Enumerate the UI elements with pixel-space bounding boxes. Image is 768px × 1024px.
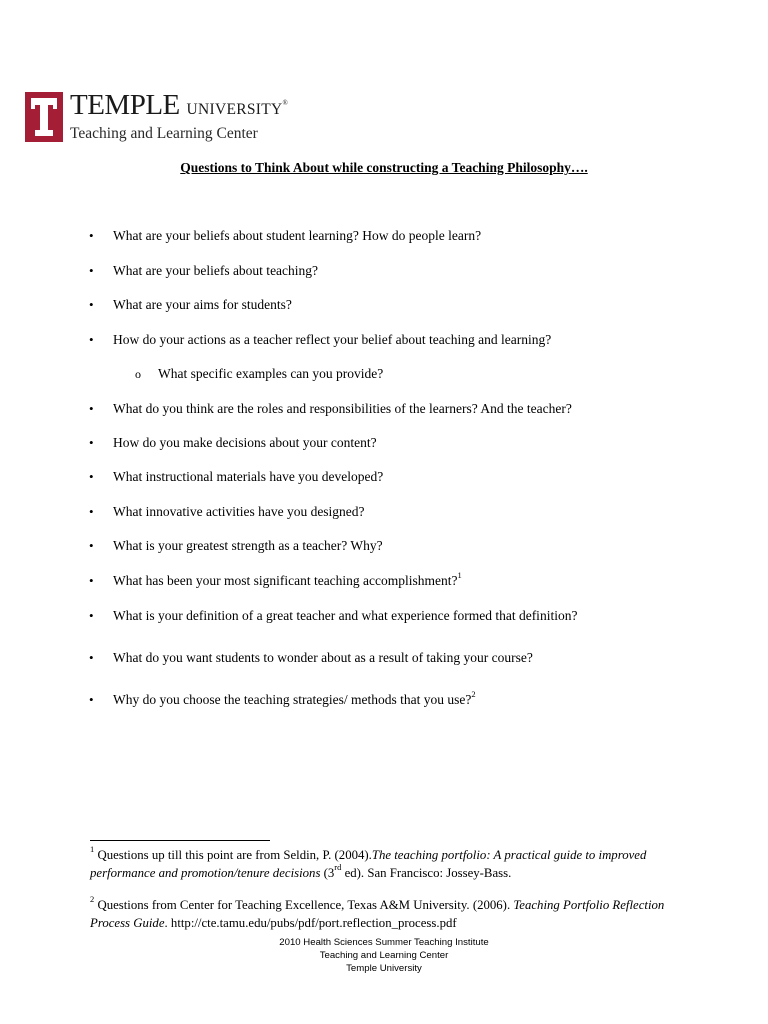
footnote-2: $^2$ Questions from Center for Teaching Excellence, Texas A&M University. (2006). Teaching Portfolio Reflection Process Guide. http://cte.tamu.edu/pubs/pdf/port.reflection_process.pdf [90,893,665,930]
question-item: • What are your beliefs about student learning? How do people learn? [89,228,482,243]
question-item: • What are your aims for students? [89,297,292,312]
logo-wordmark: TEMPLE UNIVERSITY® [70,89,288,121]
footnote-divider [90,840,270,841]
question-item: • What innovative activities have you designed? [89,504,365,519]
footer-line: 2010 Health Sciences Summer Teaching Institute [279,937,489,948]
footnote-url[interactable]: . http://cte.tamu.edu/pubs/pdf/port.reflection_process.pdf [164,916,457,930]
footer-line: Teaching and Learning Center [319,950,449,961]
footnote-ref[interactable]: 2 [471,688,476,699]
question-item: • What do you think are the roles and responsibilities of the learners? And the teacher? [89,401,572,416]
footnote-1: $^1$ Questions up till this point are from Seldin, P. (2004).The teaching portfolio: A practical guide to improved performance and promotion/tenure decisions (3rd ed). San Francisco: Jossey-Bass. [90,843,647,880]
page-footer [0,936,768,975]
question-item: • What is your greatest strength as a teacher? Why? [89,538,383,553]
footnote-ref[interactable]: 1 [457,569,462,580]
question-item: • What has been your most significant teaching accomplishment?$^1$ [89,569,462,588]
logo-center-name: Teaching and Learning Center [70,125,258,142]
question-item: • What instructional materials have you developed? [89,469,384,484]
question-item: • How do your actions as a teacher reflect your belief about teaching and learning? [89,332,552,347]
question-item: • What is your definition of a great teacher and what experience formed that definition? [89,608,578,623]
footer-line: Temple University [346,963,422,974]
question-item: • What do you want students to wonder about as a result of taking your course? [89,650,533,665]
question-subitem: o What specific examples can you provide? [135,366,384,381]
document-title: Questions to Think About while constructing a Teaching Philosophy…. [180,160,588,175]
question-item: • How do you make decisions about your content? [89,435,377,450]
logo-text [70,89,310,142]
question-item: • Why do you choose the teaching strategies/ methods that you use?$^2$ [89,688,476,707]
question-item: • What are your beliefs about teaching? [89,263,319,278]
temple-logo [25,89,310,142]
temple-t-icon [25,92,63,142]
